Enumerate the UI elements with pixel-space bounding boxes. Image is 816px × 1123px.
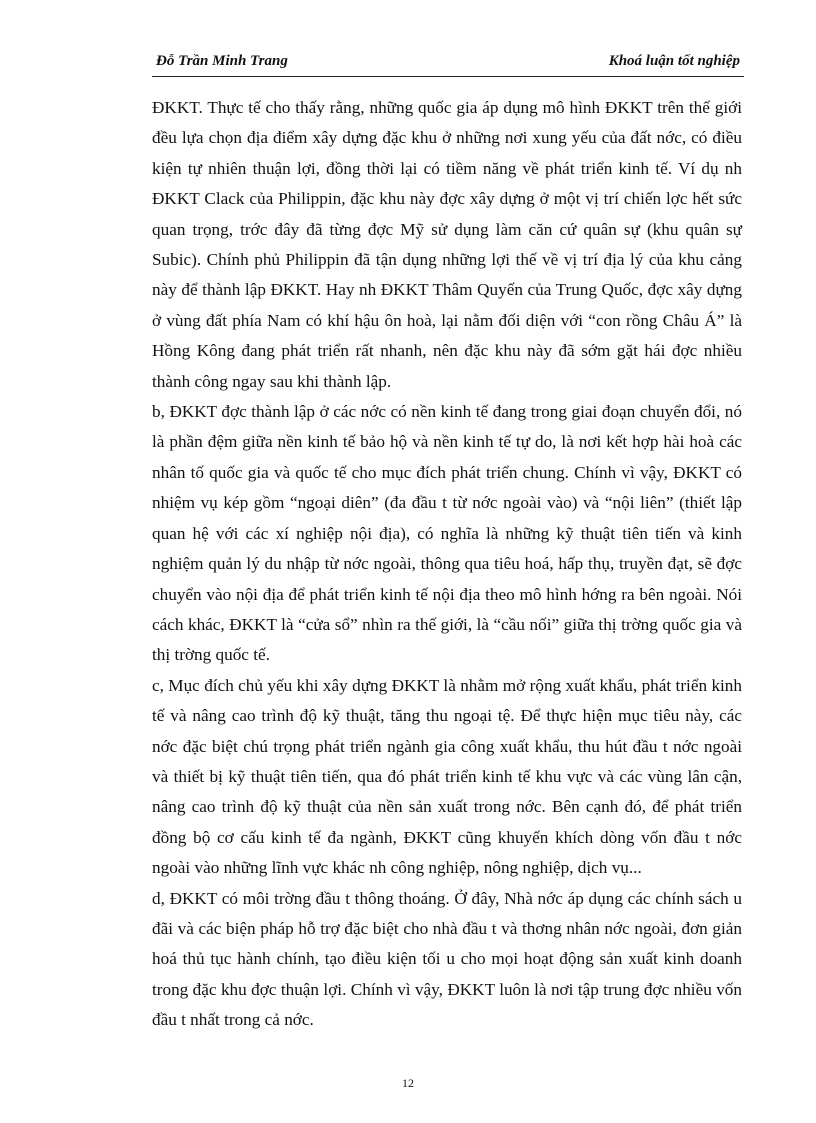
paragraph: d, ĐKKT có môi trờng đầu t thông thoáng. Ở đây, Nhà nớc áp dụng các chính sách u đãi và các biện pháp hỗ trợ đặc biệt cho nhà đầu t và thơng nhân nớc ngoài, đơn giản hoá thủ tục hành chính, tạo điều kiện tối u cho mọi hoạt động sản xuất kinh doanh trong đặc khu đợc thuận lợi. Chính vì vậy, ĐKKT luôn là nơi tập trung đợc nhiều vốn đầu t nhất trong cả nớc. [152, 888, 742, 1030]
body-text [152, 93, 742, 1036]
page-header [152, 50, 744, 77]
page-number: 12 [402, 1076, 414, 1090]
paragraph: b, ĐKKT đợc thành lập ở các nớc có nền kinh tế đang trong giai đoạn chuyển đổi, nó là phần đệm giữa nền kinh tế bảo hộ và nền kinh tế tự do, là nơi kết hợp hài hoà các nhân tố quốc gia và quốc tế cho mục đích phát triển chung. Chính vì vậy, ĐKKT có nhiệm vụ kép gồm “ngoại diên” (đa đầu t từ nớc ngoài vào) và “nội liên” (thiết lập quan hệ với các xí nghiệp nội địa), có nghĩa là những kỹ thuật tiên tiến và kinh nghiệm quản lý du nhập từ nớc ngoài, thông qua tiêu hoá, hấp thụ, truyền đạt, sẽ đợc chuyển vào nội địa để phát triển kinh tế nội địa theo mô hình hớng ra bên ngoài. Nói cách khác, ĐKKT là “cửa sổ” nhìn ra thế giới, là “cầu nối” giữa thị trờng quốc gia và thị trờng quốc tế. [152, 402, 742, 665]
paragraph: c, Mục đích chủ yếu khi xây dựng ĐKKT là nhằm mở rộng xuất khẩu, phát triển kinh tế và nâng cao trình độ kỹ thuật, tăng thu ngoại tệ. Để thực hiện mục tiêu này, các nớc đặc biệt chú trọng phát triển ngành gia công xuất khẩu, thu hút đầu t nớc ngoài và thiết bị kỹ thuật tiên tiến, qua đó phát triển kinh tế khu vực và các vùng lân cận, nâng cao trình độ kỹ thuật của nền sản xuất trong nớc. Bên cạnh đó, để phát triển đồng bộ cơ cấu kinh tế đa ngành, ĐKKT cũng khuyến khích dòng vốn đầu t nớc ngoài vào những lĩnh vực khác nh công nghiệp, nông nghiệp, dịch vụ... [152, 675, 742, 878]
header-author: Đỗ Trần Minh Trang [156, 53, 288, 69]
paragraph: ĐKKT. Thực tế cho thấy rằng, những quốc gia áp dụng mô hình ĐKKT trên thế giới đều lựa chọn địa điểm xây dựng đặc khu ở những nơi xung yếu của đất nớc, có điều kiện tự nhiên thuận lợi, đồng thời lại có tiềm năng về phát triển kinh tế. Ví dụ nh ĐKKT Clack của Philippin, đặc khu này đợc xây dựng ở một vị trí chiến lợc hết sức quan trọng, trớc đây đã từng đợc Mỹ sử dụng làm căn cứ quân sự (khu quân sự Subic). Chính phủ Philippin đã tận dụng những lợi thế về vị trí địa lý của khu cảng này để thành lập ĐKKT. Hay nh ĐKKT Thâm Quyến của Trung Quốc, đợc xây dựng ở vùng đất phía Nam có khí hậu ôn hoà, lại nằm đối diện với “con rồng Châu Á” là Hồng Kông đang phát triển rất nhanh, nên đặc khu này đã sớm gặt hái đợc nhiều thành công ngay sau khi thành lập. [152, 98, 742, 391]
header-title: Khoá luận tốt nghiệp [608, 53, 740, 69]
